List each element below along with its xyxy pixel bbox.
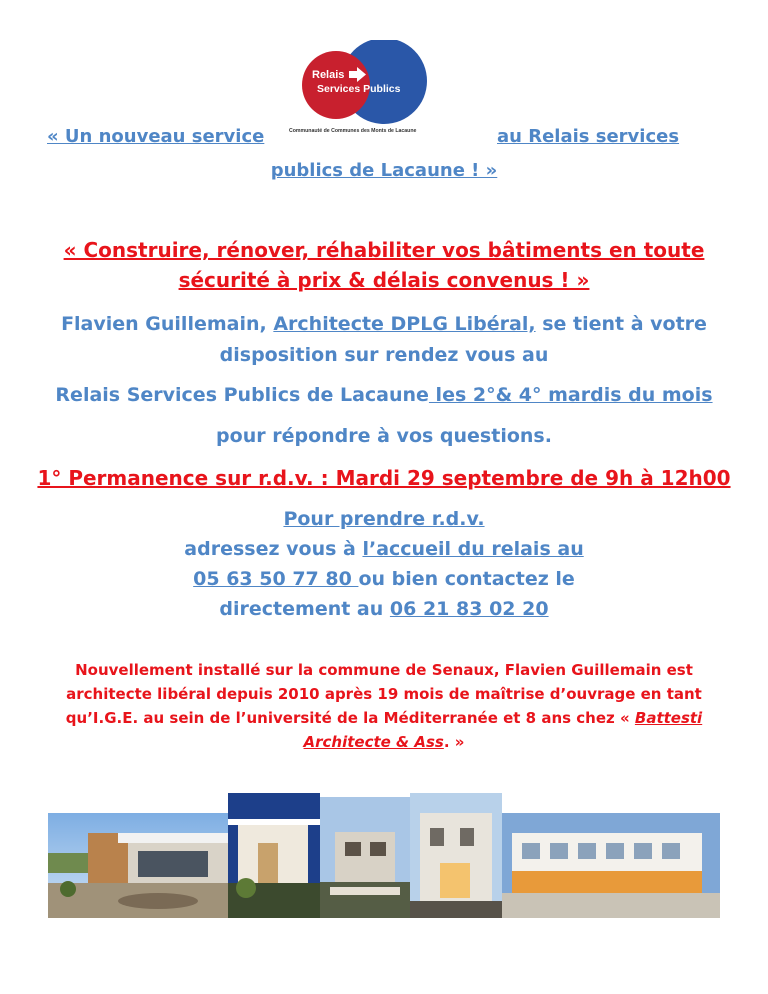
presentation-rest: se tient à votre <box>535 313 707 335</box>
bio-end: . » <box>443 733 465 751</box>
photo-building-1 <box>48 813 228 918</box>
logo-caption: Communauté de Communes des Monts de Lacaune <box>289 128 417 134</box>
logo-word2: Services Publics <box>317 83 401 95</box>
phone-relais[interactable]: 05 63 50 77 80 <box>193 568 359 590</box>
bio-paragraph <box>40 658 728 754</box>
photo-building-2 <box>228 793 320 918</box>
firm-name: Battesti Architecte & Ass <box>303 709 703 751</box>
contact-line3b: ou bien contactez le <box>358 568 575 590</box>
permanence: 1° Permanence sur r.d.v. : Mardi 29 septembre de 9h à 12h00 <box>37 466 731 490</box>
contact-line4 <box>0 598 768 620</box>
contact-line2a: adressez vous à <box>184 538 363 560</box>
photo-building-3 <box>320 797 410 918</box>
contact-line1: Pour prendre r.d.v. <box>283 508 485 530</box>
photo-building-5 <box>502 813 720 918</box>
intro-line2: publics de Lacaune ! » <box>270 160 498 181</box>
intro-part2: au Relais services <box>497 126 680 147</box>
contact-line2 <box>0 538 768 560</box>
presentation-line4: pour répondre à vos questions. <box>216 425 552 447</box>
architect-title: Architecte DPLG Libéral, <box>273 313 536 335</box>
logo-word1: Relais <box>312 69 345 81</box>
place: Relais Services Publics de Lacaune <box>55 384 429 406</box>
phone-architect[interactable]: 06 21 83 02 20 <box>389 598 549 620</box>
photo-building-4 <box>410 793 502 918</box>
logo-relais-services-publics <box>286 40 448 136</box>
contact-line4a: directement au <box>219 598 390 620</box>
presentation-line2: disposition sur rendez vous au <box>219 344 549 366</box>
bio-text: Nouvellement installé sur la commune de Senaux, Flavien Guillemain est architecte libéral depuis 2010 après 19 mois de maîtrise d’ouvrage en tant qu’I.G.E. au sein de l’université de la Méditerranée et 8 ans chez « <box>65 661 702 727</box>
reception-link: l’accueil du relais au <box>362 538 584 560</box>
schedule: les 2°& 4° mardis du mois <box>428 384 713 406</box>
headline-line2: sécurité à prix & délais convenus ! » <box>178 268 590 292</box>
architect-name: Flavien Guillemain, <box>61 313 274 335</box>
intro-part1: « Un nouveau service <box>47 126 265 147</box>
contact-line3 <box>0 568 768 590</box>
presentation-line3 <box>0 384 768 406</box>
presentation-line1 <box>0 313 768 335</box>
headline-line1: « Construire, rénover, réhabiliter vos bâtiments en toute <box>63 238 705 262</box>
